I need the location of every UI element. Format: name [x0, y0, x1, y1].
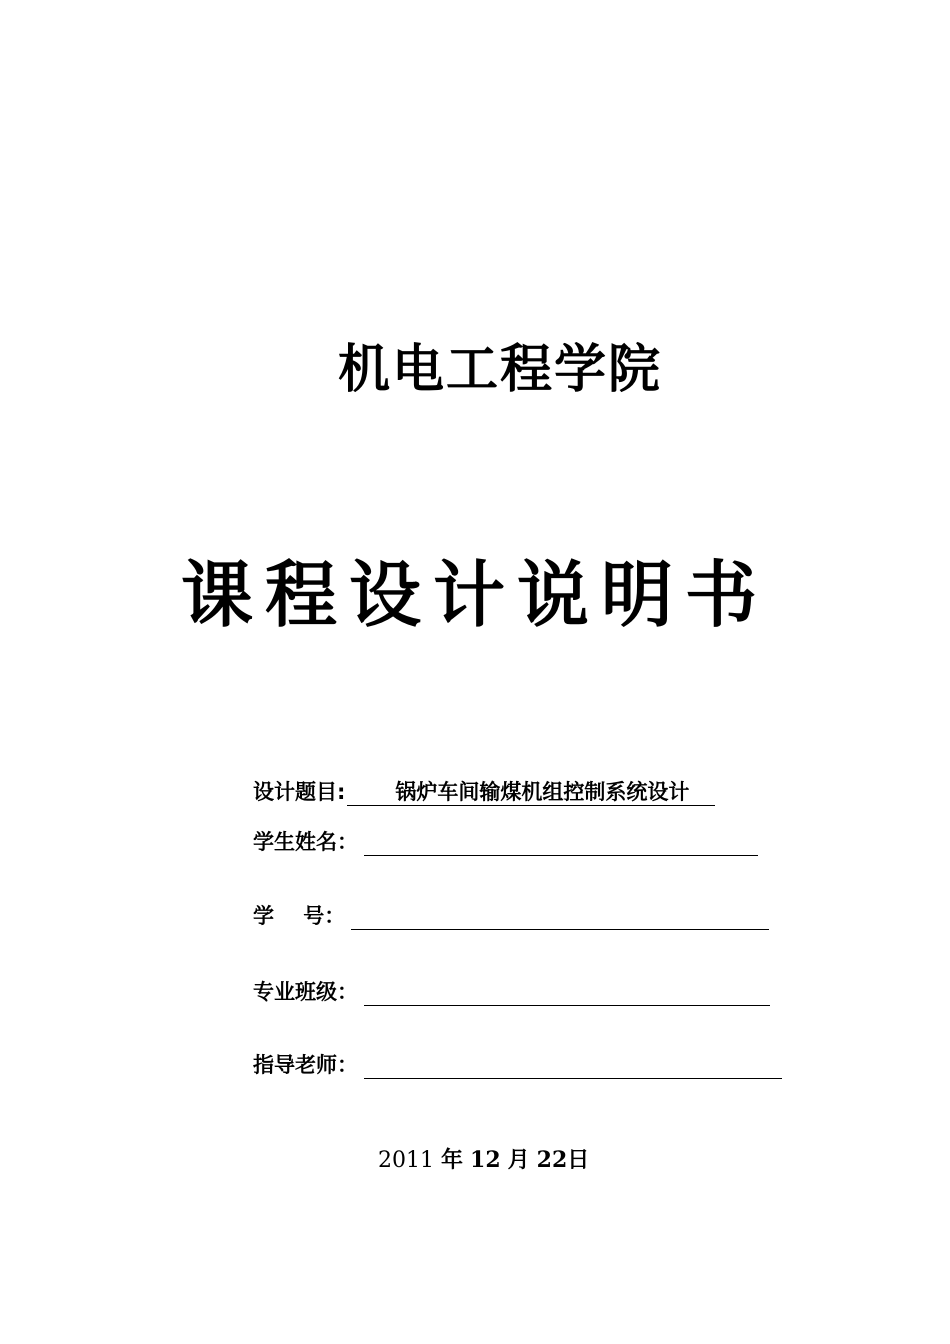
- institute-name: 机电工程学院: [337, 339, 662, 400]
- student-id-label: 学 号：: [253, 904, 346, 928]
- date-month-unit: 月: [507, 1147, 530, 1173]
- field-student-name: [253, 822, 758, 856]
- advisor-value: [364, 1052, 782, 1079]
- student-id-value: [351, 903, 769, 930]
- date-year-unit: 年: [441, 1147, 464, 1173]
- field-major-class: [253, 972, 770, 1006]
- date-year: 2011: [378, 1148, 434, 1173]
- major-class-value: [364, 979, 770, 1006]
- student-name-label: 学生姓名：: [253, 830, 358, 854]
- student-name-value: [364, 829, 758, 856]
- topic-value: 锅炉车间输煤机组控制系统设计: [347, 779, 715, 806]
- document-title: 课程设计说明书: [180, 552, 769, 637]
- field-advisor: [253, 1045, 782, 1079]
- topic-label: 设计题目:: [253, 780, 346, 804]
- major-class-label: 专业班级：: [253, 980, 358, 1004]
- date-month: 12: [470, 1147, 501, 1173]
- advisor-label: 指导老师：: [253, 1053, 358, 1077]
- field-student-id: [253, 896, 769, 930]
- date-line: [378, 1143, 589, 1174]
- date-day-unit: 日: [567, 1147, 590, 1173]
- date-day: 22: [536, 1147, 568, 1173]
- field-topic: [253, 772, 715, 806]
